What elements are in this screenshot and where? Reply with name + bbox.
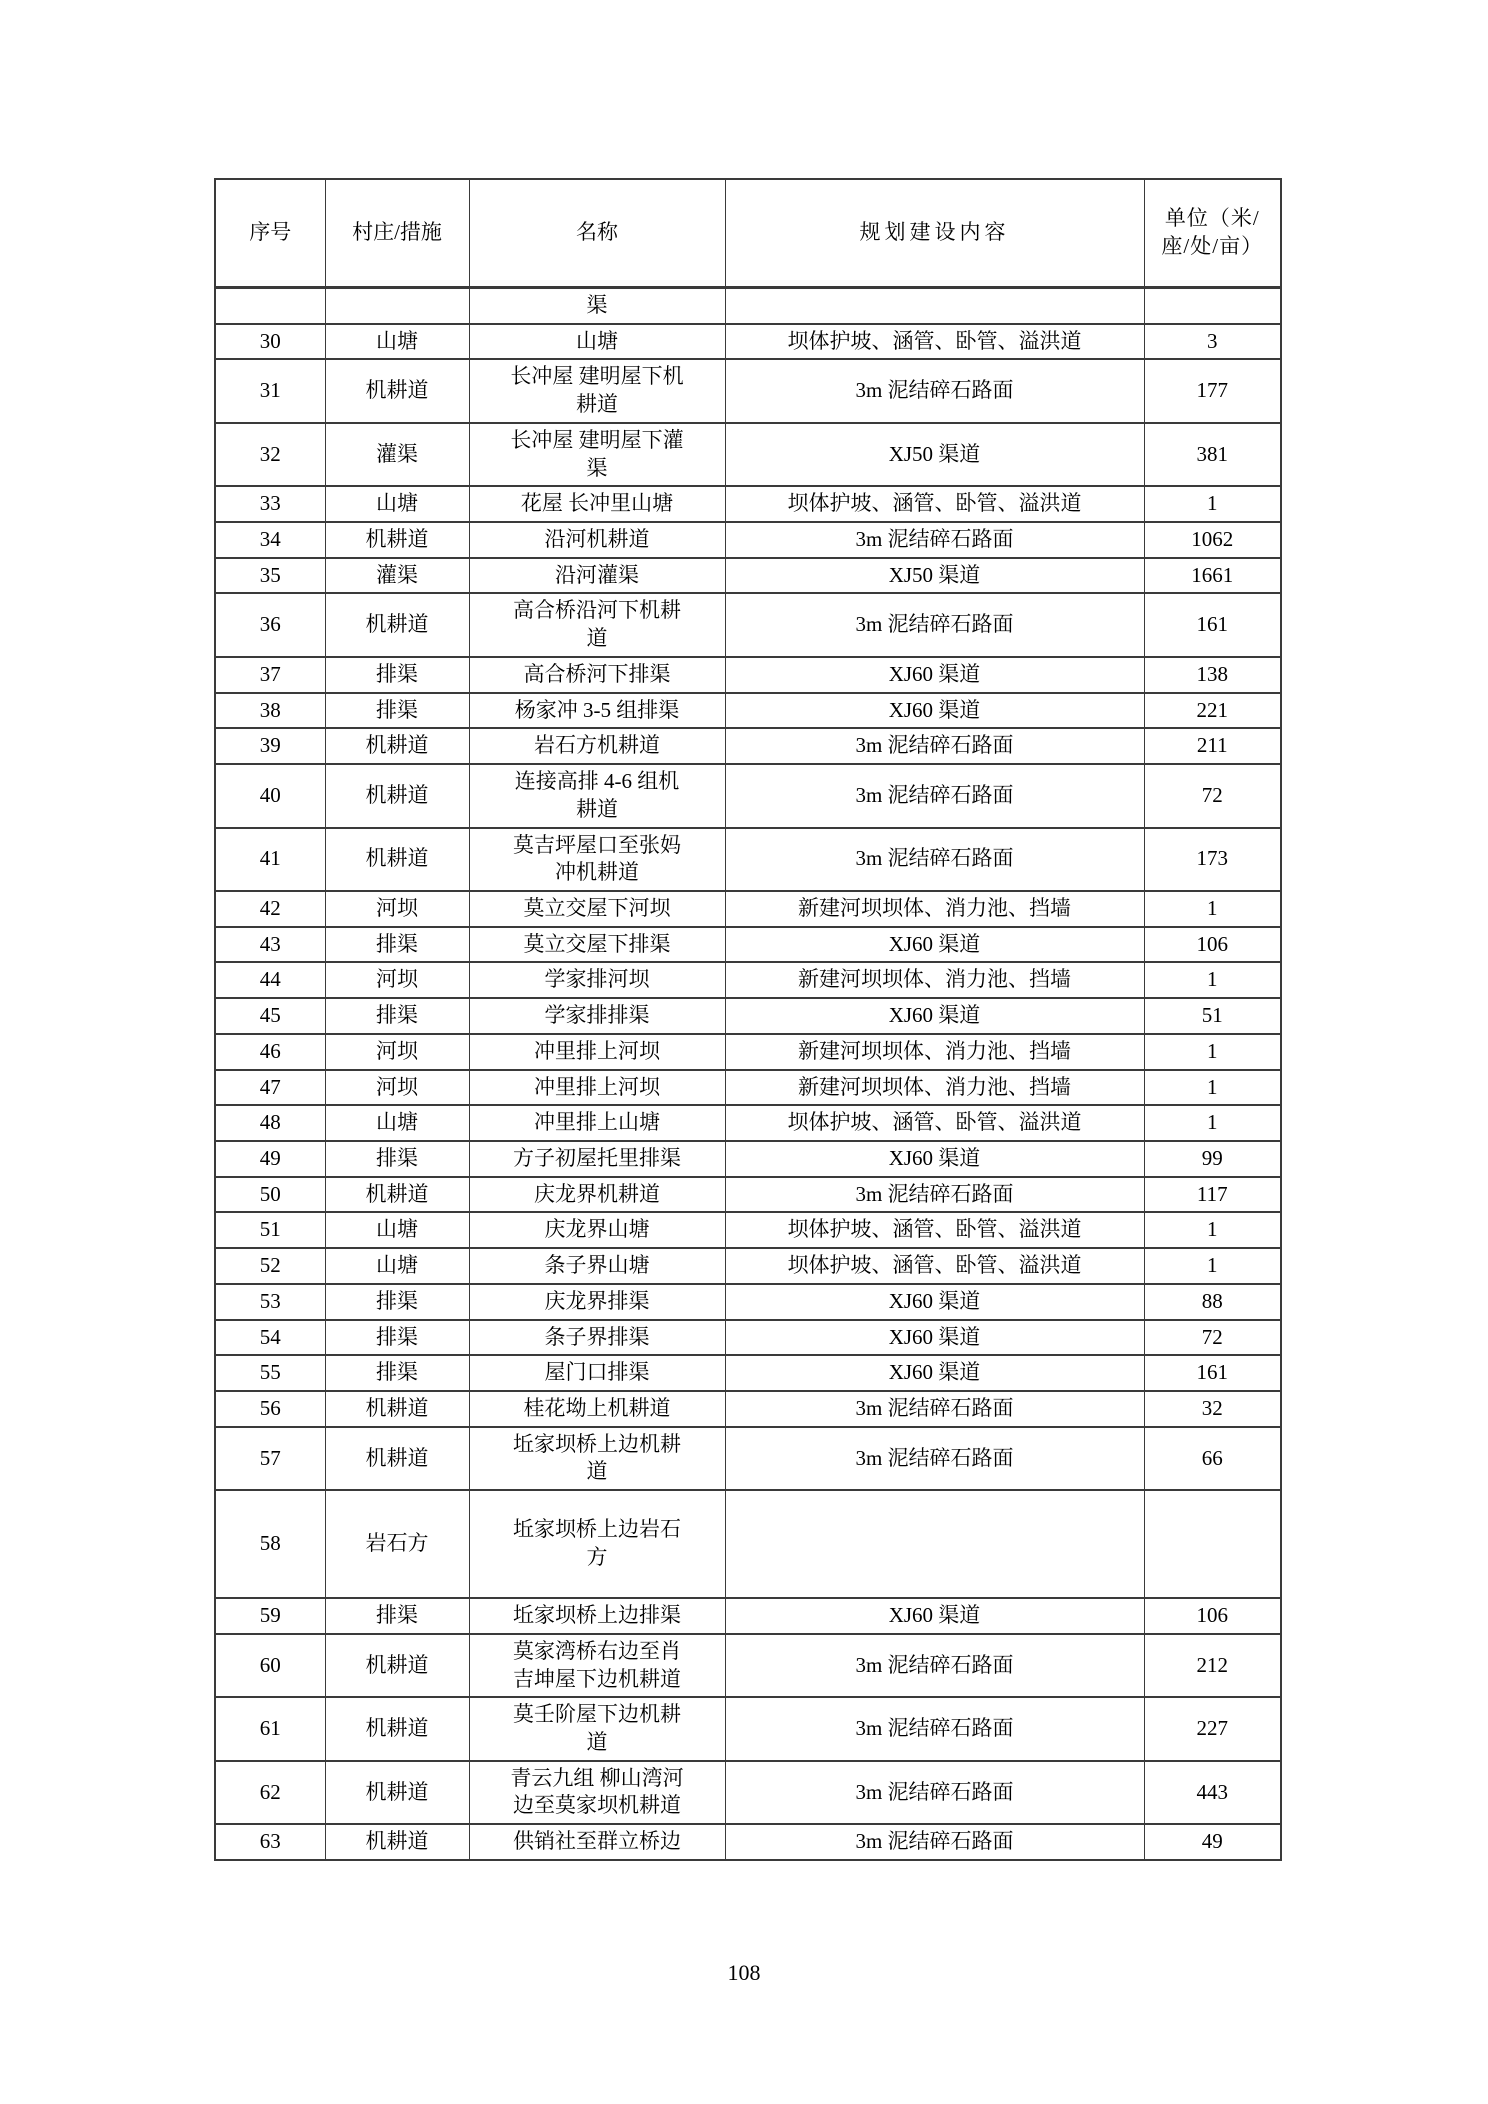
table-row xyxy=(215,1284,1281,1320)
cell-serial: 32 xyxy=(215,423,325,486)
cell-unit: 1661 xyxy=(1144,558,1281,594)
cell-serial: 33 xyxy=(215,486,325,522)
cell-unit: 1 xyxy=(1144,1070,1281,1106)
column-header-content: 规划建设内容 xyxy=(725,179,1144,288)
cell-unit: 443 xyxy=(1144,1761,1281,1824)
table-row xyxy=(215,1598,1281,1634)
cell-name: 冲里排上河坝 xyxy=(469,1034,725,1070)
cell-content: 新建河坝坝体、消力池、挡墙 xyxy=(725,1034,1144,1070)
cell-content: 新建河坝坝体、消力池、挡墙 xyxy=(725,891,1144,927)
cell-content: 3m 泥结碎石路面 xyxy=(725,1634,1144,1697)
cell-serial: 44 xyxy=(215,962,325,998)
cell-measure: 山塘 xyxy=(325,486,469,522)
cell-measure: 机耕道 xyxy=(325,728,469,764)
cell-name: 长冲屋 建明屋下灌渠 xyxy=(469,423,725,486)
table-row xyxy=(215,764,1281,827)
cell-serial: 50 xyxy=(215,1177,325,1213)
cell-content: 3m 泥结碎石路面 xyxy=(725,1391,1144,1427)
table-row xyxy=(215,998,1281,1034)
cell-unit: 212 xyxy=(1144,1634,1281,1697)
cell-content: 3m 泥结碎石路面 xyxy=(725,1177,1144,1213)
cell-unit: 173 xyxy=(1144,828,1281,891)
table-header-row xyxy=(215,179,1281,288)
cell-name: 长冲屋 建明屋下机耕道 xyxy=(469,359,725,422)
cell-unit: 381 xyxy=(1144,423,1281,486)
table-row xyxy=(215,593,1281,656)
cell-measure: 河坝 xyxy=(325,1070,469,1106)
table-row xyxy=(215,828,1281,891)
cell-serial: 38 xyxy=(215,693,325,729)
cell-name: 坵家坝桥上边机耕道 xyxy=(469,1427,725,1490)
cell-unit: 72 xyxy=(1144,764,1281,827)
cell-content: 3m 泥结碎石路面 xyxy=(725,359,1144,422)
cell-serial: 57 xyxy=(215,1427,325,1490)
cell-serial: 62 xyxy=(215,1761,325,1824)
cell-serial: 34 xyxy=(215,522,325,558)
cell-content: 3m 泥结碎石路面 xyxy=(725,828,1144,891)
cell-name: 庆龙界机耕道 xyxy=(469,1177,725,1213)
cell-name: 沿河机耕道 xyxy=(469,522,725,558)
cell-content: 3m 泥结碎石路面 xyxy=(725,1761,1144,1824)
cell-name: 冲里排上山塘 xyxy=(469,1105,725,1141)
table-row xyxy=(215,927,1281,963)
cell-name: 莫家湾桥右边至肖吉坤屋下边机耕道 xyxy=(469,1634,725,1697)
cell-name: 连接高排 4-6 组机耕道 xyxy=(469,764,725,827)
cell-content: 3m 泥结碎石路面 xyxy=(725,1697,1144,1760)
cell-measure: 机耕道 xyxy=(325,1427,469,1490)
cell-name: 庆龙界山塘 xyxy=(469,1212,725,1248)
cell-content: XJ50 渠道 xyxy=(725,558,1144,594)
cell-measure: 河坝 xyxy=(325,962,469,998)
construction-plan-table xyxy=(214,178,1282,1861)
cell-serial: 58 xyxy=(215,1490,325,1598)
cell-serial: 39 xyxy=(215,728,325,764)
cell-measure: 排渠 xyxy=(325,927,469,963)
cell-content: XJ60 渠道 xyxy=(725,1141,1144,1177)
table-row xyxy=(215,1034,1281,1070)
cell-unit: 161 xyxy=(1144,593,1281,656)
cell-unit: 177 xyxy=(1144,359,1281,422)
cell-name: 岩石方机耕道 xyxy=(469,728,725,764)
table-row xyxy=(215,657,1281,693)
cell-measure: 机耕道 xyxy=(325,1177,469,1213)
cell-measure: 机耕道 xyxy=(325,359,469,422)
cell-unit: 1062 xyxy=(1144,522,1281,558)
cell-unit: 49 xyxy=(1144,1824,1281,1860)
table-row xyxy=(215,728,1281,764)
cell-unit: 51 xyxy=(1144,998,1281,1034)
cell-name: 莫吉坪屋口至张妈冲机耕道 xyxy=(469,828,725,891)
cell-unit: 88 xyxy=(1144,1284,1281,1320)
cell-serial: 43 xyxy=(215,927,325,963)
column-header-serial: 序号 xyxy=(215,179,325,288)
cell-content: 3m 泥结碎石路面 xyxy=(725,1824,1144,1860)
cell-content: 3m 泥结碎石路面 xyxy=(725,764,1144,827)
table-row xyxy=(215,1634,1281,1697)
cell-serial: 54 xyxy=(215,1320,325,1356)
cell-unit: 106 xyxy=(1144,927,1281,963)
table-row xyxy=(215,1141,1281,1177)
cell-unit: 1 xyxy=(1144,1105,1281,1141)
cell-serial: 30 xyxy=(215,324,325,360)
column-header-name: 名称 xyxy=(469,179,725,288)
table-row xyxy=(215,486,1281,522)
cell-measure: 排渠 xyxy=(325,657,469,693)
cell-name: 青云九组 柳山湾河边至莫家坝机耕道 xyxy=(469,1761,725,1824)
cell-serial: 42 xyxy=(215,891,325,927)
cell-measure: 机耕道 xyxy=(325,593,469,656)
cell-content: 坝体护坡、涵管、卧管、溢洪道 xyxy=(725,486,1144,522)
cell-name: 条子界排渠 xyxy=(469,1320,725,1356)
cell-name: 供销社至群立桥边 xyxy=(469,1824,725,1860)
cell-measure: 山塘 xyxy=(325,1212,469,1248)
cell-name: 莫立交屋下排渠 xyxy=(469,927,725,963)
cell-measure: 山塘 xyxy=(325,324,469,360)
cell-serial: 41 xyxy=(215,828,325,891)
cell-name: 莫立交屋下河坝 xyxy=(469,891,725,927)
cell-serial: 31 xyxy=(215,359,325,422)
cell-unit: 117 xyxy=(1144,1177,1281,1213)
cell-content: XJ60 渠道 xyxy=(725,1598,1144,1634)
cell-content: XJ50 渠道 xyxy=(725,423,1144,486)
cell-content: XJ60 渠道 xyxy=(725,657,1144,693)
cell-serial: 46 xyxy=(215,1034,325,1070)
cell-measure: 机耕道 xyxy=(325,1391,469,1427)
table-row xyxy=(215,1490,1281,1598)
cell-unit: 221 xyxy=(1144,693,1281,729)
cell-serial: 63 xyxy=(215,1824,325,1860)
cell-unit: 1 xyxy=(1144,486,1281,522)
cell-measure: 河坝 xyxy=(325,1034,469,1070)
table-row xyxy=(215,1697,1281,1760)
cell-unit: 211 xyxy=(1144,728,1281,764)
cell-measure: 山塘 xyxy=(325,1105,469,1141)
cell-content: XJ60 渠道 xyxy=(725,1355,1144,1391)
table-row xyxy=(215,423,1281,486)
cell-content: XJ60 渠道 xyxy=(725,693,1144,729)
table-row xyxy=(215,288,1281,324)
table-row xyxy=(215,1761,1281,1824)
cell-serial: 40 xyxy=(215,764,325,827)
column-header-measure: 村庄/措施 xyxy=(325,179,469,288)
cell-serial: 52 xyxy=(215,1248,325,1284)
cell-unit: 3 xyxy=(1144,324,1281,360)
cell-serial: 49 xyxy=(215,1141,325,1177)
cell-unit: 1 xyxy=(1144,891,1281,927)
table-row xyxy=(215,891,1281,927)
cell-measure: 灌渠 xyxy=(325,423,469,486)
cell-name: 桂花坳上机耕道 xyxy=(469,1391,725,1427)
cell-serial: 56 xyxy=(215,1391,325,1427)
cell-measure: 机耕道 xyxy=(325,1761,469,1824)
cell-measure: 灌渠 xyxy=(325,558,469,594)
cell-name: 学家排排渠 xyxy=(469,998,725,1034)
cell-name: 杨家冲 3-5 组排渠 xyxy=(469,693,725,729)
cell-name: 山塘 xyxy=(469,324,725,360)
table-row xyxy=(215,1391,1281,1427)
cell-serial xyxy=(215,288,325,324)
cell-measure: 排渠 xyxy=(325,998,469,1034)
table-row xyxy=(215,962,1281,998)
cell-content: XJ60 渠道 xyxy=(725,998,1144,1034)
cell-measure: 排渠 xyxy=(325,1284,469,1320)
cell-unit: 138 xyxy=(1144,657,1281,693)
cell-serial: 51 xyxy=(215,1212,325,1248)
cell-content: 坝体护坡、涵管、卧管、溢洪道 xyxy=(725,1212,1144,1248)
cell-name: 方子初屋托里排渠 xyxy=(469,1141,725,1177)
cell-unit xyxy=(1144,1490,1281,1598)
cell-measure: 岩石方 xyxy=(325,1490,469,1598)
cell-unit: 227 xyxy=(1144,1697,1281,1760)
cell-measure: 机耕道 xyxy=(325,828,469,891)
cell-content: 新建河坝坝体、消力池、挡墙 xyxy=(725,962,1144,998)
cell-measure: 河坝 xyxy=(325,891,469,927)
table-row xyxy=(215,324,1281,360)
cell-serial: 47 xyxy=(215,1070,325,1106)
cell-content xyxy=(725,1490,1144,1598)
cell-measure: 排渠 xyxy=(325,1598,469,1634)
cell-content: 坝体护坡、涵管、卧管、溢洪道 xyxy=(725,324,1144,360)
cell-content: 3m 泥结碎石路面 xyxy=(725,728,1144,764)
cell-name: 条子界山塘 xyxy=(469,1248,725,1284)
cell-unit xyxy=(1144,288,1281,324)
cell-content: XJ60 渠道 xyxy=(725,1284,1144,1320)
table-row xyxy=(215,558,1281,594)
cell-name: 高合桥沿河下机耕道 xyxy=(469,593,725,656)
cell-content: 3m 泥结碎石路面 xyxy=(725,522,1144,558)
cell-name: 学家排河坝 xyxy=(469,962,725,998)
cell-serial: 45 xyxy=(215,998,325,1034)
cell-measure: 排渠 xyxy=(325,1320,469,1356)
cell-unit: 99 xyxy=(1144,1141,1281,1177)
cell-serial: 36 xyxy=(215,593,325,656)
cell-unit: 1 xyxy=(1144,1034,1281,1070)
cell-name: 坵家坝桥上边岩石方 xyxy=(469,1490,725,1598)
cell-measure: 排渠 xyxy=(325,1141,469,1177)
cell-content: XJ60 渠道 xyxy=(725,1320,1144,1356)
cell-name: 高合桥河下排渠 xyxy=(469,657,725,693)
cell-measure: 机耕道 xyxy=(325,1824,469,1860)
cell-measure: 机耕道 xyxy=(325,1697,469,1760)
table-row xyxy=(215,1824,1281,1860)
cell-unit: 106 xyxy=(1144,1598,1281,1634)
cell-measure: 山塘 xyxy=(325,1248,469,1284)
cell-name: 庆龙界排渠 xyxy=(469,1284,725,1320)
cell-measure: 排渠 xyxy=(325,693,469,729)
cell-content: 坝体护坡、涵管、卧管、溢洪道 xyxy=(725,1105,1144,1141)
cell-content: 3m 泥结碎石路面 xyxy=(725,593,1144,656)
cell-serial: 61 xyxy=(215,1697,325,1760)
cell-serial: 60 xyxy=(215,1634,325,1697)
cell-measure: 机耕道 xyxy=(325,764,469,827)
cell-content: XJ60 渠道 xyxy=(725,927,1144,963)
table-row xyxy=(215,1105,1281,1141)
cell-serial: 55 xyxy=(215,1355,325,1391)
cell-serial: 53 xyxy=(215,1284,325,1320)
table-row xyxy=(215,1070,1281,1106)
table-row xyxy=(215,359,1281,422)
cell-name: 花屋 长冲里山塘 xyxy=(469,486,725,522)
table-row xyxy=(215,1427,1281,1490)
cell-measure: 排渠 xyxy=(325,1355,469,1391)
cell-unit: 1 xyxy=(1144,1248,1281,1284)
cell-name: 坵家坝桥上边排渠 xyxy=(469,1598,725,1634)
cell-measure: 机耕道 xyxy=(325,1634,469,1697)
cell-name: 莫壬阶屋下边机耕道 xyxy=(469,1697,725,1760)
cell-measure xyxy=(325,288,469,324)
cell-unit: 1 xyxy=(1144,962,1281,998)
cell-name: 渠 xyxy=(469,288,725,324)
cell-serial: 48 xyxy=(215,1105,325,1141)
column-header-unit: 单位（米/座/处/亩） xyxy=(1144,179,1281,288)
table-row xyxy=(215,1355,1281,1391)
table-row xyxy=(215,1177,1281,1213)
table-row xyxy=(215,522,1281,558)
cell-measure: 机耕道 xyxy=(325,522,469,558)
cell-content: 新建河坝坝体、消力池、挡墙 xyxy=(725,1070,1144,1106)
cell-content: 坝体护坡、涵管、卧管、溢洪道 xyxy=(725,1248,1144,1284)
cell-name: 冲里排上河坝 xyxy=(469,1070,725,1106)
table-row xyxy=(215,1212,1281,1248)
cell-name: 沿河灌渠 xyxy=(469,558,725,594)
cell-name: 屋门口排渠 xyxy=(469,1355,725,1391)
cell-serial: 59 xyxy=(215,1598,325,1634)
cell-unit: 72 xyxy=(1144,1320,1281,1356)
cell-serial: 37 xyxy=(215,657,325,693)
cell-unit: 32 xyxy=(1144,1391,1281,1427)
cell-serial: 35 xyxy=(215,558,325,594)
page-number: 108 xyxy=(727,1960,761,1985)
cell-unit: 161 xyxy=(1144,1355,1281,1391)
cell-unit: 66 xyxy=(1144,1427,1281,1490)
table-row xyxy=(215,1320,1281,1356)
table-row xyxy=(215,1248,1281,1284)
table-row xyxy=(215,693,1281,729)
cell-content: 3m 泥结碎石路面 xyxy=(725,1427,1144,1490)
cell-unit: 1 xyxy=(1144,1212,1281,1248)
cell-content xyxy=(725,288,1144,324)
